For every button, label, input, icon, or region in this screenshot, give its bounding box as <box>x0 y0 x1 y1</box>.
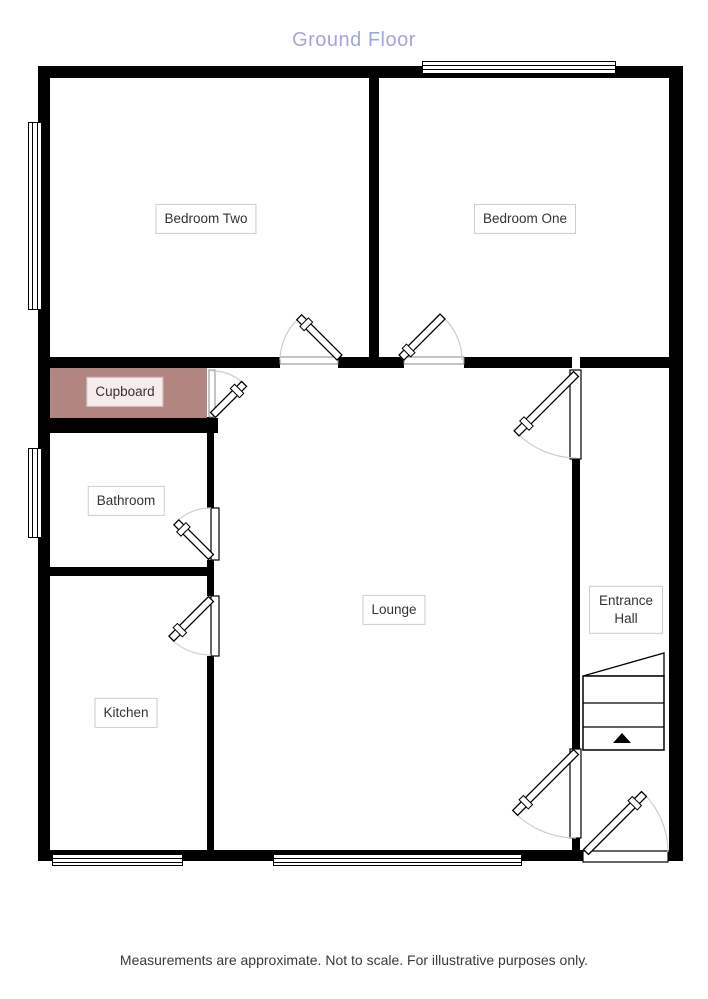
wall-bedroom-divider <box>369 78 379 357</box>
room-label-kitchen: Kitchen <box>94 698 157 728</box>
cupboard-door <box>208 370 248 420</box>
bedroom-one-door <box>397 312 464 364</box>
bedroom-two-door <box>280 313 344 364</box>
wall-mid-divider-c <box>207 656 214 850</box>
window-bathroom <box>28 448 42 538</box>
bathroom-door <box>172 508 219 562</box>
page-title: Ground Floor <box>292 29 416 51</box>
wall-lounge-hall-divider-mid <box>572 459 580 749</box>
room-label-bedroom-two: Bedroom Two <box>155 204 256 234</box>
room-label-entrance-hall: Entrance Hall <box>589 586 663 634</box>
room-label-cupboard: Cupboard <box>86 377 163 407</box>
wall-cupboard-bottom <box>38 418 218 433</box>
room-label-lounge: Lounge <box>362 595 425 625</box>
window-kitchen <box>52 854 183 866</box>
window-bedroom-two <box>28 122 42 310</box>
staircase <box>583 653 664 750</box>
wall-lounge-hall-divider-bottom <box>572 838 580 850</box>
wall-bathroom-bottom <box>38 567 213 576</box>
lounge-hall-top-door <box>512 369 581 459</box>
wall-bedrooms-bottom-a <box>50 357 280 368</box>
wall-bedrooms-bottom-c <box>464 357 572 368</box>
lounge-hall-bottom-door <box>511 747 581 838</box>
entrance-front-door <box>581 789 668 862</box>
room-label-bedroom-one: Bedroom One <box>474 204 576 234</box>
wall-outer-right <box>669 66 683 861</box>
wall-mid-divider-b <box>207 560 214 596</box>
disclaimer-text: Measurements are approximate. Not to scale. For illustrative purposes only. <box>119 952 589 968</box>
kitchen-door <box>167 594 219 656</box>
window-bedroom-one <box>422 61 616 74</box>
stairs-up-arrow-icon <box>613 733 631 743</box>
wall-bedrooms-bottom-b <box>338 357 404 368</box>
window-lounge <box>273 854 522 866</box>
wall-entrance-hall-top <box>580 357 669 368</box>
wall-outer-bottom-right <box>668 850 683 861</box>
room-label-bathroom: Bathroom <box>88 486 165 516</box>
